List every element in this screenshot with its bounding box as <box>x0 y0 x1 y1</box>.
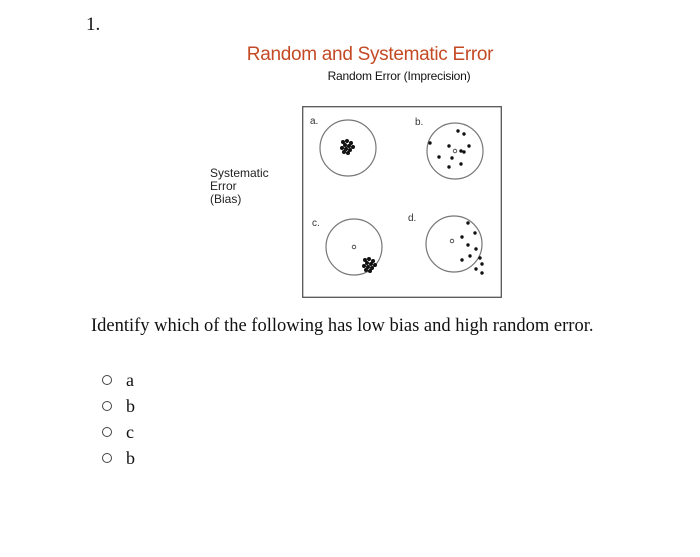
target-circle <box>320 120 376 176</box>
option-a[interactable] <box>102 367 135 393</box>
panel-label-b: b. <box>415 117 424 128</box>
target-center <box>453 149 457 153</box>
option-b[interactable] <box>102 393 135 419</box>
option-c[interactable] <box>102 419 135 445</box>
option-label: a <box>126 369 134 390</box>
panel-label-c: c. <box>312 218 320 229</box>
option-label: c <box>126 421 134 442</box>
target-center <box>450 239 454 243</box>
target-center <box>352 245 356 249</box>
radio-button-icon[interactable] <box>102 427 112 437</box>
diagram-frame <box>303 107 502 298</box>
y-axis-label-line: Systematic <box>210 166 269 180</box>
radio-button-icon[interactable] <box>102 375 112 385</box>
option-label: b <box>126 395 135 416</box>
panel-label-a: a. <box>310 116 319 127</box>
question-number: 1. <box>86 14 101 35</box>
answer-options <box>102 367 135 471</box>
y-axis-label <box>210 167 269 206</box>
option-label: b <box>126 447 135 468</box>
target-circle <box>427 123 483 179</box>
shot-scatter <box>460 221 483 274</box>
target-circle <box>426 216 482 272</box>
error-diagram <box>302 106 502 298</box>
radio-button-icon[interactable] <box>102 453 112 463</box>
figure-title: Random and Systematic Error <box>246 44 494 65</box>
target-circle <box>326 219 382 275</box>
y-axis-label-line: (Bias) <box>210 192 242 206</box>
target-a <box>320 120 376 176</box>
radio-button-icon[interactable] <box>102 401 112 411</box>
figure-subtitle: Random Error (Imprecision) <box>327 69 471 83</box>
target-d <box>426 216 484 275</box>
question-text: Identify which of the following has low bias and high random error. <box>91 316 594 336</box>
shot-scatter <box>428 129 470 168</box>
target-b <box>427 123 483 179</box>
shot-cluster <box>362 257 377 273</box>
y-axis-label-line: Error <box>210 179 237 193</box>
target-c <box>326 219 382 275</box>
panel-label-d: d. <box>408 213 417 224</box>
option-d[interactable] <box>102 445 135 471</box>
shot-cluster <box>340 139 355 155</box>
